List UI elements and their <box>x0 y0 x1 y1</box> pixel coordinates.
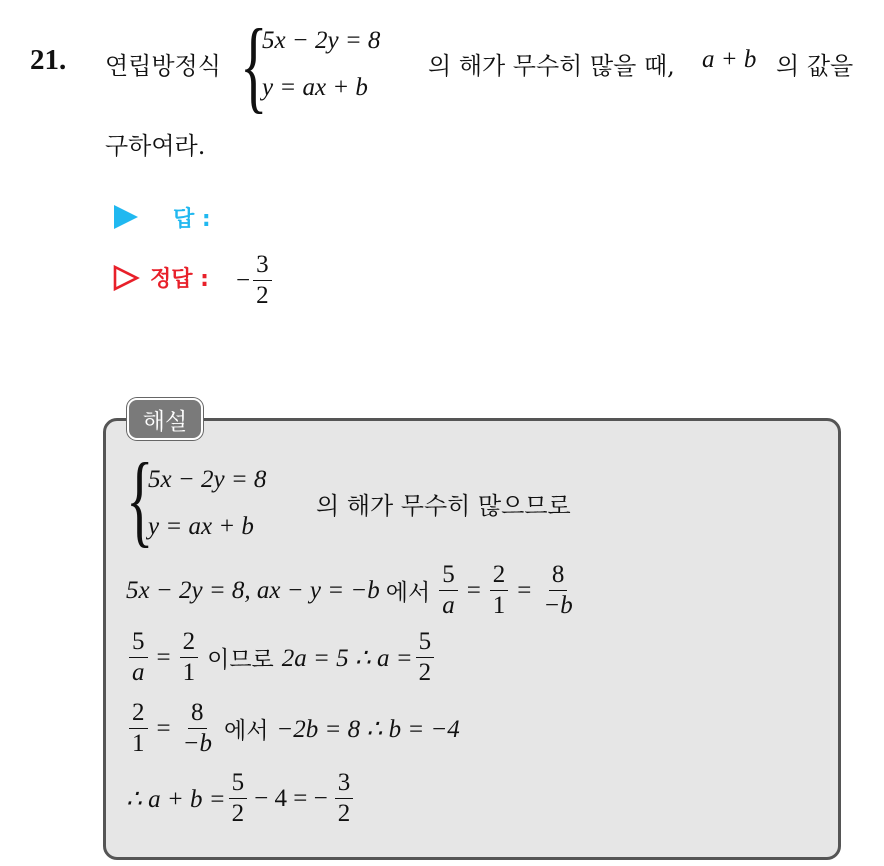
solution-line2: 5x − 2y = 8, ax − y = −b 에서 $\frac{5}{a}$ = $\frac{2}{1}$ = $\frac{8}{-b}$ <box>126 560 579 621</box>
solution-eq1: 5x − 2y = 8 <box>148 466 267 493</box>
correct-label: 정답 : <box>150 267 209 292</box>
question-eq2: y = ax + b <box>262 74 368 101</box>
solution-line3-rest: 2a = 5 ∴ a = <box>281 644 413 672</box>
sol3-f1n: 5 <box>129 627 148 658</box>
solution-tag: 해설 <box>127 398 203 440</box>
sol4-f2d: −b <box>182 730 212 757</box>
solution-line4: $\frac{2}{1}$ = $\frac{8}{-b}$ 에서 −2b = 8 ∴ b = −4 <box>126 698 460 759</box>
answer-arrow-icon <box>112 203 140 235</box>
question-brace: { <box>240 8 268 123</box>
sol5-f2n: 3 <box>335 768 354 799</box>
correct-fraction <box>253 250 272 311</box>
sol5-f2d: 2 <box>337 800 351 827</box>
correct-numerator: 3 <box>253 250 272 281</box>
sol2-f2n: 2 <box>490 560 509 591</box>
sol2-f1n: 5 <box>439 560 458 591</box>
solution-line3-mid: 이므로 <box>207 647 274 673</box>
sol2-f3d: −b <box>543 592 573 619</box>
sol2-f1d: a <box>442 592 455 619</box>
sol4-f1n: 2 <box>129 698 148 729</box>
sol3-f3d: 2 <box>418 659 432 686</box>
solution-line5-lhs: ∴ a + b = <box>126 785 226 813</box>
sol2-f2d: 1 <box>492 592 506 619</box>
correct-value <box>236 250 275 311</box>
sol3-f3n: 5 <box>416 627 435 658</box>
solution-line5 <box>126 768 356 829</box>
sol3-f1d: a <box>132 659 145 686</box>
question-suffix-a: 의 해가 무수히 많을 때, <box>428 52 675 80</box>
solution-line4-rest: −2b = 8 ∴ b = −4 <box>276 715 460 743</box>
answer-label: 답 : <box>173 207 211 232</box>
solution-line5-mid: − 4 = − <box>254 784 328 812</box>
sol3-f2n: 2 <box>180 627 199 658</box>
question-number: 21. <box>30 44 67 76</box>
question-expr: a + b <box>702 46 757 73</box>
sol2-f3n: 8 <box>549 560 568 591</box>
sol4-f2n: 8 <box>188 698 207 729</box>
correct-denominator: 2 <box>256 282 269 309</box>
sol4-f1d: 1 <box>132 730 145 757</box>
solution-line1-text: 의 해가 무수히 많으므로 <box>316 492 571 520</box>
question-suffix-b: 의 값을 <box>776 52 854 80</box>
solution-line3: $\frac{5}{a}$ = $\frac{2}{1}$ 이므로 2a = 5 ∴ a = $\frac{5}{2}$ <box>126 627 437 688</box>
solution-eq2: y = ax + b <box>148 513 254 540</box>
solution-line2-lhs: 5x − 2y = 8, ax − y = −b <box>126 576 380 604</box>
solution-brace: { <box>126 442 154 557</box>
correct-sign: − <box>236 266 251 294</box>
sol3-f2d: 1 <box>182 659 196 686</box>
sol5-f1n: 5 <box>229 768 248 799</box>
sol5-f1d: 2 <box>231 800 245 827</box>
question-line2: 구하여라. <box>105 132 206 160</box>
question-eq1: 5x − 2y = 8 <box>262 27 381 54</box>
correct-arrow-icon <box>112 264 140 296</box>
solution-line2-mid: 에서 <box>385 580 431 606</box>
question-prefix: 연립방정식 <box>105 52 221 80</box>
solution-line4-mid: 에서 <box>223 718 269 744</box>
